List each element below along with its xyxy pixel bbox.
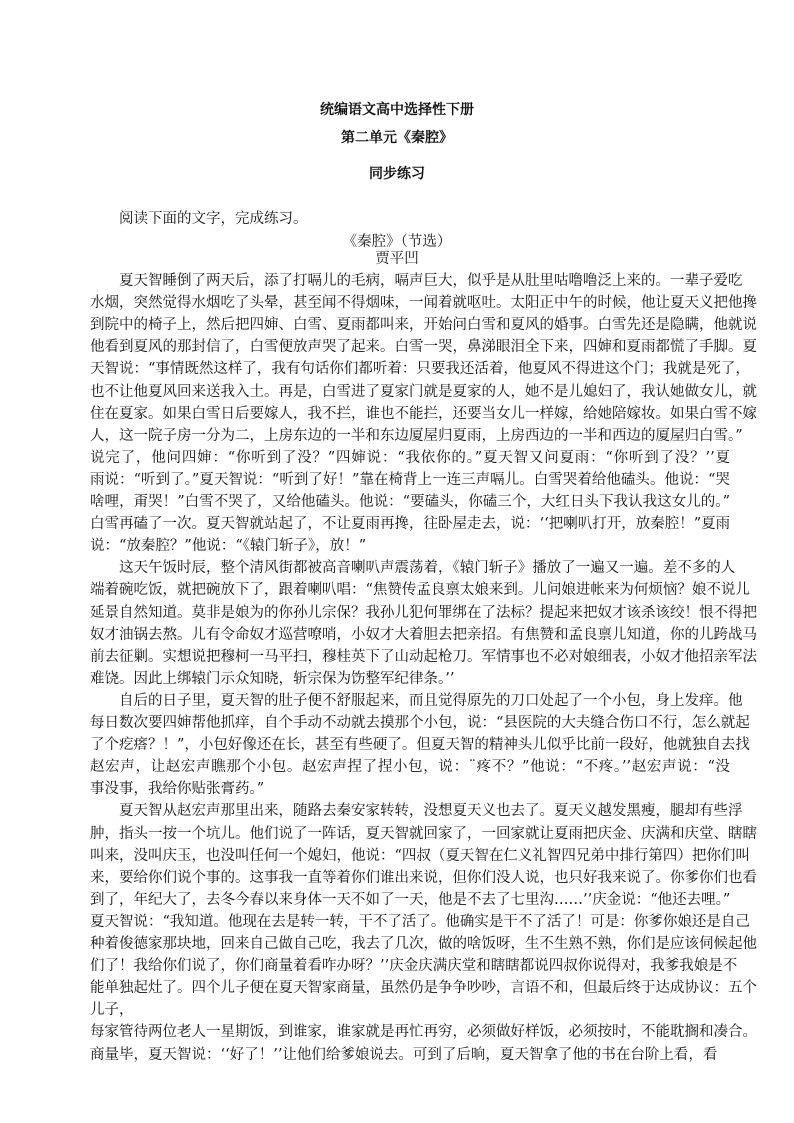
instruction-text: 阅读下面的文字，完成练习。 [119, 211, 308, 227]
passage-line: 奴才油锅去熬。儿有令命奴才巡营嘹哨，小奴才大着胆去把亲招。有焦赞和孟良禀儿知道，你的儿跨战马 [90, 626, 757, 643]
document-title: 统编语文高中选择性下册 [320, 102, 474, 118]
passage-line: 种着俊德家那块地，回来自己做自己吃，我去了几次，做的啥饭呀，生不生熟不熟，你们是应该伺候起他 [90, 936, 757, 952]
passage-line: 延景自然知道。莫非是娘为的你孙儿宗保？我孙儿犯何罪绑在了法标？提起来把奴才该杀该绞！恨不得把 [90, 604, 757, 621]
passage-line: 每日数次要四婶帮他抓痒，自个手动不动就去摸那个小包，说：“县医院的大夫缝合伤口不行，怎么就起 [90, 715, 750, 731]
passage-line: 夏天智说：“我知道。他现在去是转一转，干不了活了。他确实是干不了活了！可是：你爹你娘还是自己 [90, 913, 750, 930]
passage-line: 叫来，没叫庆玉，也没叫任何一个媳妇，他说：“四叔（夏天智在仁义礼智四兄弟中排行第四）把你们叫 [90, 847, 750, 864]
passage-line: 赵宏声，让赵宏声瞧那个小包。赵宏声捏了捏小包，说：¨疼不？”他说：“不疼。’’赵宏声说：“没 [90, 759, 730, 776]
passage-line: 说完了，他问四婶：“你听到了没？”四婶说：“我依你的。”夏天智又问夏雨：“你听到了没？’’夏 [90, 449, 730, 466]
passage-title: 《秦腔》（节选） [342, 234, 452, 250]
passage-line: 事没事，我给你贴张膏药。” [90, 781, 265, 798]
passage-line: 自后的日子里，夏天智的肚子便不舒服起来，而且觉得原先的刀口处起了一个小包，身上发痒。他 [90, 692, 743, 709]
passage-line: 水烟，突然觉得水烟吃了头晕，甚至闻不得烟味，一闻着就呕吐。太阳正中午的时候，他让夏天义把他搀 [90, 295, 757, 312]
passage-line: 到了，年纪大了，去冬今春以来身体一天不如了一天，他是不去了七里沟……’’庆金说：“他还去哩。” [90, 891, 731, 908]
passage-line: 他看到夏风的那封信了，白雪便放声哭了起来。白雪一哭，鼻涕眼泪全下来，四婶和夏雨都慌了手脚。夏 [90, 339, 757, 356]
passage-line: 说：“放秦腔？”他说：“《辕门斩子》，放！” [90, 538, 367, 555]
passage-line: 夏天智睡倒了两天后，添了打嗝儿的毛病，嗝声巨大，似乎是从肚里咕噜噜泛上来的。一辈子爱吃 [90, 273, 743, 289]
unit-title: 第二单元《秦腔》 [341, 130, 453, 146]
passage-line: 到院中的椅子上，然后把四婶、白雪、夏雨都叫来，开始问白雪和夏风的婚事。白雪先还是隐瞒，他就说 [90, 317, 757, 334]
passage-line: 端着碗吃饭，就把碗放下了，跟着喇叭唱：“焦赞传孟良禀太娘来到。儿问娘进帐来为何烦恼？娘不说儿 [90, 582, 750, 599]
passage-line: 来，要给你们说个事的。这事我一直等着你们谁出来说，但你们没人说，也只好我来说了。你爹你们也看 [90, 869, 757, 886]
passage-line: 住在夏家。如果白雪日后要嫁人，我不拦，谁也不能拦，还要当女儿一样嫁，给她陪嫁妆。如果白雪不嫁 [90, 405, 757, 422]
passage-line: 肿，指头一按一个坑儿。他们说了一阵话，夏天智就回家了，一回家就让夏雨把庆金、庆满和庆堂、瞎瞎 [90, 825, 757, 842]
passage-line: 商量毕，夏天智说：‘‘好了！’’让他们给爹娘说去。可到了后晌，夏天智拿了他的书在台阶上看，看 [90, 1046, 718, 1063]
passage-line: 儿子， [90, 1002, 134, 1019]
passage-line: 每家管待两位老人一星期饭，到谁家，谁家就是再忙再穷，必须做好样饭，必须按时，不能耽搁和凑合。 [90, 1024, 757, 1041]
passage-line: 了个疙瘩？！”，小包好像还在长，甚至有些硬了。但夏天智的精神头儿似乎比前一段好，他就独自去找 [90, 737, 750, 754]
passage-line: 前去征剿。实想说把穆柯一马平扫，穆桂英下了山动起枪刀。军情事也不必对娘细表，小奴才他招亲军法 [90, 648, 757, 665]
section-title: 同步练习 [369, 166, 425, 182]
passage-line: 这天午饭时辰，整个清风街都被高音喇叭声震荡着，《辕门斩子》播放了一遍又一遍。差不多的人 [90, 560, 736, 577]
passage-line: 能单独起灶了。四个儿子便在夏天智家商量，虽然仍是争争吵吵，言语不和，但最后终于达成协议：五个 [90, 980, 757, 997]
passage-line: 人，这一院子房一分为二，上房东边的一半和东边厦屋归夏雨，上房西边的一半和西边的厦屋归白雪。” [90, 427, 743, 444]
passage-line: 雨说：“听到了。”夏天智说：“听到了好！”靠在椅背上一连三声嗝儿。白雪哭着给他磕头。他说：“哭 [90, 471, 730, 488]
passage-author: 贾平凹 [375, 251, 419, 267]
passage-line: 夏天智从赵宏声那里出来，随路去秦安家转转，没想夏天义也去了。夏天义越发黑瘦，腿却有些浮 [90, 803, 743, 820]
passage-line: 们了！我给你们说了，你们商量着看咋办呀？’’庆金庆满庆堂和瞎瞎都说四叔你说得对，我爹我娘是不 [90, 958, 738, 975]
passage-line: 啥哩，甭哭！”白雪不哭了，又给他磕头。他说：“要磕头，你磕三个，大红日头下我认我这女儿的。” [90, 494, 730, 510]
passage-line: 难饶。因此上绑辕门示众知晓，斩宗保为饬整军纪律条。’’ [90, 670, 455, 687]
passage-line: 天智说：“事情既然这样了，我有句话你们都听着：只要我还活着，他夏风不得进这个门；我就是死了， [90, 361, 750, 378]
passage-line: 白雪再磕了一次。夏天智就站起了，不让夏雨再搀，往卧屋走去，说：‘‘把喇叭打开，放秦腔！”夏雨 [90, 516, 731, 533]
passage-line: 也不让他夏风回来送我入土。再是，白雪进了夏家门就是夏家的人，她不是儿媳妇了，我认她做女儿，就 [90, 383, 757, 400]
